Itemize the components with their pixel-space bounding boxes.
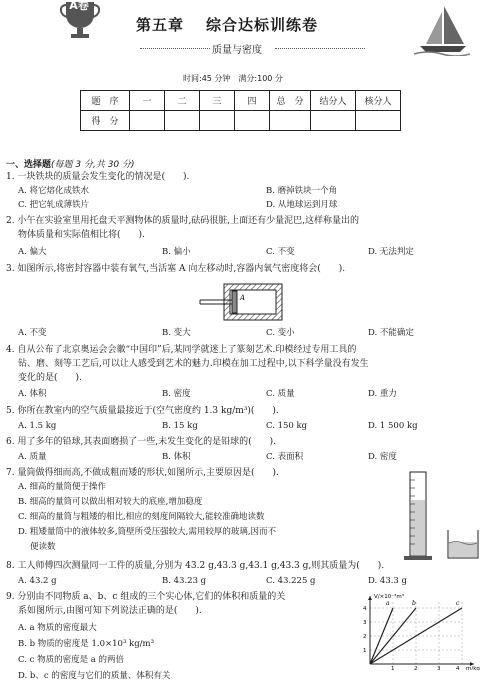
option-c[interactable]: C. 不变 xyxy=(266,247,295,257)
option-a[interactable]: A. 偏大 xyxy=(18,247,47,257)
score-header-cell: 总 分 xyxy=(270,91,311,111)
option-a[interactable]: A. 质量 xyxy=(18,452,47,462)
score-cell[interactable] xyxy=(270,111,311,131)
y-tick-label: 4 xyxy=(363,606,367,612)
option-c[interactable]: C. 质量 xyxy=(266,389,295,399)
piston-label: A xyxy=(240,294,246,302)
option-c[interactable]: C. 150 kg xyxy=(266,421,308,431)
score-header-cell: 一 xyxy=(130,91,165,111)
option-b[interactable]: B. 偏小 xyxy=(162,247,191,257)
score-header-cell: 二 xyxy=(165,91,200,111)
score-row-label: 得 分 xyxy=(81,111,130,131)
question-7-stem: 7. 量筒做得细而高,不做成粗而矮的形状,如图所示,主要原因是( ). xyxy=(6,468,279,478)
series-label-c: c xyxy=(456,600,460,607)
y-axis-label: V/×10⁻³m³ xyxy=(374,594,404,600)
option-a[interactable]: A. 将它熔化成铁水 xyxy=(18,186,90,196)
option-a[interactable]: A. 1.5 kg xyxy=(18,421,57,431)
y-tick-label: 1 xyxy=(363,648,367,654)
question-6-stem: 6. 用了多年的铅球,其表面磨损了一些,未发生变化的是铅球的( ). xyxy=(6,437,277,447)
score-cell[interactable] xyxy=(311,111,356,131)
option-c[interactable]: C. c 物质的密度是 a 的两倍 xyxy=(18,655,125,665)
question-9-stem: 9. 分别由不同物质 a、b、c 组成的三个实心体,它们的体积和质量的关 xyxy=(6,592,286,602)
score-cell[interactable] xyxy=(200,111,235,131)
page-title xyxy=(136,14,318,35)
option-d[interactable]: D. 粗矮量筒中的液体较多,筒壁所受压强较大,需用较厚的玻璃,因而不 xyxy=(18,527,277,537)
option-d[interactable]: D. 无法判定 xyxy=(368,247,414,257)
option-a[interactable]: A. a 物质的密度最大 xyxy=(18,623,97,633)
option-d[interactable]: D. 密度 xyxy=(368,452,397,462)
option-d[interactable]: D. 1 500 kg xyxy=(368,421,418,431)
x-tick-label: 4 xyxy=(456,666,460,670)
option-d-cont: 便读数 xyxy=(30,542,56,552)
option-c[interactable]: C. 细高的量筒与粗矮的相比,相应的刻度间隔较大,能较准确地读数 xyxy=(18,512,265,522)
option-b[interactable]: B. 变大 xyxy=(162,328,191,338)
question-1-stem: 1. 一块铁块的质量会发生变化的情况是( ). xyxy=(6,172,190,182)
question-8-stem: 8. 工人师傅四次测量同一工件的质量,分别为 43.2 g,43.3 g,43.1 g,43.3 g,则其质量为( ). xyxy=(6,561,385,571)
sailboat-icon xyxy=(414,4,470,56)
option-d[interactable]: D. 重力 xyxy=(368,389,397,399)
score-table xyxy=(80,90,401,131)
x-tick-label: 1 xyxy=(391,666,395,670)
score-header-cell: 四 xyxy=(235,91,270,111)
question-3-stem: 3. 如图所示,将密封容器中装有氧气,当活塞 A 向左移动时,容器内氧气密度将会( ). xyxy=(6,264,346,274)
option-b[interactable]: B. 密度 xyxy=(162,389,191,399)
option-d[interactable]: D. 从地球运到月球 xyxy=(266,200,338,210)
question-4-stem-cont: 变化的是( ). xyxy=(18,373,82,383)
x-axis-label: m/kg xyxy=(466,666,480,670)
series-label-a: a xyxy=(386,600,390,607)
question-2-stem: 2. 小午在实验室里用托盘天平测物体的质量时,砝码很脏,上面还有少量泥巴,这样称量出的 xyxy=(6,216,360,226)
series-label-b: b xyxy=(412,600,416,607)
score-cell[interactable] xyxy=(130,111,165,131)
badge-label: A卷 xyxy=(69,0,89,12)
option-d[interactable]: D. 43.3 g xyxy=(368,576,407,586)
x-tick-label: 2 xyxy=(414,666,418,670)
divider xyxy=(275,48,365,49)
score-cell[interactable] xyxy=(165,111,200,131)
sealed-container-figure xyxy=(196,282,286,322)
option-a[interactable]: A. 不变 xyxy=(18,328,47,338)
score-cell[interactable] xyxy=(356,111,401,131)
x-tick-label: 3 xyxy=(437,666,441,670)
question-9-stem-cont: 系如图所示,由图可知下列说法正确的是( ). xyxy=(18,606,202,616)
exam-meta: 时间:45 分钟 满分:100 分 xyxy=(183,74,283,83)
question-5-stem: 5. 你所在教室内的空气质量最接近于(空气密度约 1.3 kg/m³)( ). xyxy=(6,406,279,416)
y-tick-label: 3 xyxy=(363,620,367,626)
option-d[interactable]: D. 不能确定 xyxy=(368,328,414,338)
section-note: (每题 3 分,共 30 分) xyxy=(51,160,135,170)
score-header-cell: 结分人 xyxy=(311,91,356,111)
score-cell[interactable] xyxy=(235,111,270,131)
measuring-cylinders-figure xyxy=(400,470,484,562)
volume-mass-graph xyxy=(352,592,488,670)
score-header-cell: 三 xyxy=(200,91,235,111)
option-c[interactable]: C. 变小 xyxy=(266,328,295,338)
option-a[interactable]: A. 体积 xyxy=(18,389,47,399)
question-4-stem: 4. 自从公布了北京奥运会会徽“中国印”后,某同学就迷上了篆刻艺术.印模经过专用工具的 xyxy=(6,345,357,355)
score-header-cell: 题 序 xyxy=(81,91,130,111)
option-b[interactable]: B. 43.23 g xyxy=(162,576,207,586)
question-4-stem-cont: 钻、磨、刻等工艺后,可以让人感受到艺术的魅力.印模在加工过程中,以下科学量没有发生 xyxy=(18,359,369,369)
option-b[interactable]: B. 15 kg xyxy=(162,421,198,431)
title-label: 综合达标训练卷 xyxy=(206,16,319,34)
subtitle: 质量与密度 xyxy=(212,45,262,56)
option-b[interactable]: B. 磨掉铁块一个角 xyxy=(266,186,338,196)
option-b[interactable]: B. b 物质的密度是 1.0×10³ kg/m³ xyxy=(18,639,154,649)
option-d[interactable]: D. b、c 的密度与它们的质量、体积有关 xyxy=(18,671,171,681)
option-b[interactable]: B. 体积 xyxy=(162,452,191,462)
section-heading xyxy=(6,157,135,170)
option-c[interactable]: C. 43.225 g xyxy=(266,576,316,586)
option-a[interactable]: A. 43.2 g xyxy=(18,576,57,586)
question-2-stem-cont: 物体质量和实际值相比将( ). xyxy=(18,230,145,240)
option-c[interactable]: C. 表面积 xyxy=(266,452,304,462)
score-header-cell: 核分人 xyxy=(356,91,401,111)
option-c[interactable]: C. 把它轧成薄铁片 xyxy=(18,200,90,210)
option-b[interactable]: B. 细高的量筒可以做出相对较大的底座,增加稳度 xyxy=(18,497,203,507)
option-a[interactable]: A. 细高的量筒便于操作 xyxy=(18,482,107,492)
chapter-label: 第五章 xyxy=(136,16,185,34)
divider xyxy=(140,48,210,49)
section-title: 一、选择题 xyxy=(6,160,52,170)
y-tick-label: 2 xyxy=(363,634,367,640)
